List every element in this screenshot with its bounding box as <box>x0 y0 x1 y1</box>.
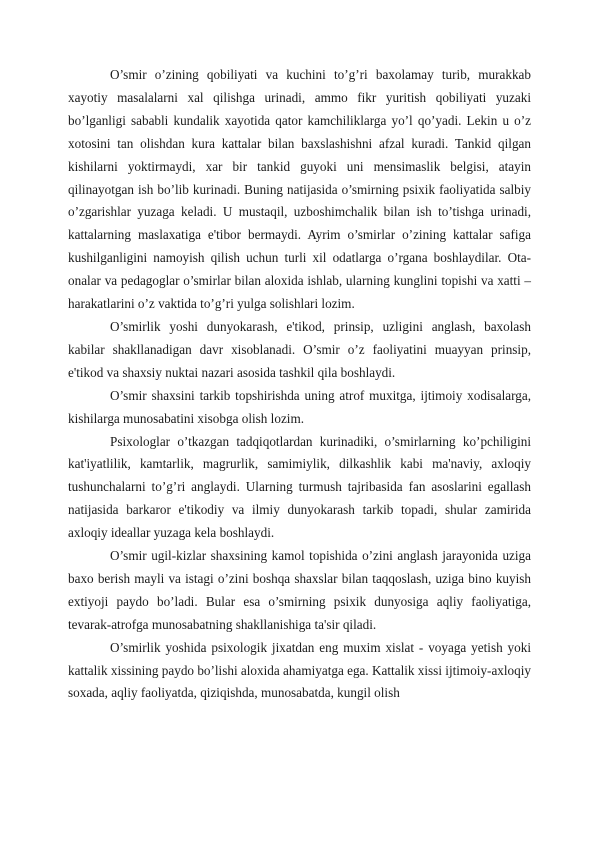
paragraph-5: O’smir ugil-kizlar shaxsining kamol topishida o’zini anglash jarayonida uziga baxo berish mayli va istagi o’zini boshqa shaxslar bilan taqqoslash, uziga bino kuyish extiyoji paydo bo’ladi. Bular esa o’smirning psixik dunyosiga aqliy faoliyatiga, tevarak-atrofga munosabatning shakllanishiga ta'sir qiladi. <box>68 548 531 632</box>
paragraph-3: O’smir shaxsini tarkib topshirishda uning atrof muxitga, ijtimoiy xodisalarga, kishilarga munosabatini xisobga olish lozim. <box>68 387 531 426</box>
paragraph-1: O’smir o’zining qobiliyati va kuchini to’g’ri baxolamay turib, murakkab xayotiy masalalarni xal qilishga urinadi, ammo fikr yuritish qobiliyati yuzaki bo’lganligi sababli kundalik xayotida qator kamchiliklarga yo’l qo’yadi. Lekin u o’z xotosini tan olishdan kura kattalar bilan baxslashishni afzal kuradi. Tankid qilgan kishilarni yoktirmaydi, xar bir tankid guyoki uni mensimaslik belgisi, atayin qilinayotgan ish bo’lib kurinadi. Buning natijasida o’smirning psixik faoliyatida salbiy o’zgarishlar yuzaga keladi. U mustaqil, uzboshimchalik bilan ish to’tishga urinadi, kattalarning maslaxatiga e'tibor bermaydi. Ayrim o’smirlar o’zining kattalar safiga kushilganligini namoyish qilish uchun turli xil odatlarga o’rgana boshlaydilar. Ota-onalar va pedagoglar o’smirlar bilan aloxida ishlab, ularning kunglini topishi va xatti –harakatlarini o’z vaktida to’g’ri yulga solishlari lozim. <box>68 67 531 312</box>
paragraph-2: O’smirlik yoshi dunyokarash, e'tikod, prinsip, uzligini anglash, baxolash kabilar shakllanadigan davr xisoblanadi. O’smir o’z faoliyatini muayyan prinsip, e'tikod va shaxsiy nuktai nazari asosida tashkil qila boshlaydi. <box>68 318 531 380</box>
paragraph-6: O’smirlik yoshida psixologik jixatdan eng muxim xislat - voyaga yetish yoki kattalik xissining paydo bo’lishi aloxida ahamiyatga ega. Kattalik xissi ijtimoiy-axloqiy soxada, aqliy faoliyatda, qiziqishda, munosabatda, kungil olish <box>68 639 531 701</box>
document-body <box>68 64 531 705</box>
paragraph-4: Psixologlar o’tkazgan tadqiqotlardan kurinadiki, o’smirlarning ko’pchiligini kat'iyatlilik, kamtarlik, magrurlik, samimiylik, dilkashlik kabi ma'naviy, axloqiy tushunchalarni to’g’ri anglaydi. Ularning turmush tajribasida fan asoslarini egallash natijasida barkaror e'tikodiy va ilmiy dunyokarash tarkib topadi, shular zamirida axloqiy ideallar yuzaga kela boshlaydi. <box>68 433 531 541</box>
